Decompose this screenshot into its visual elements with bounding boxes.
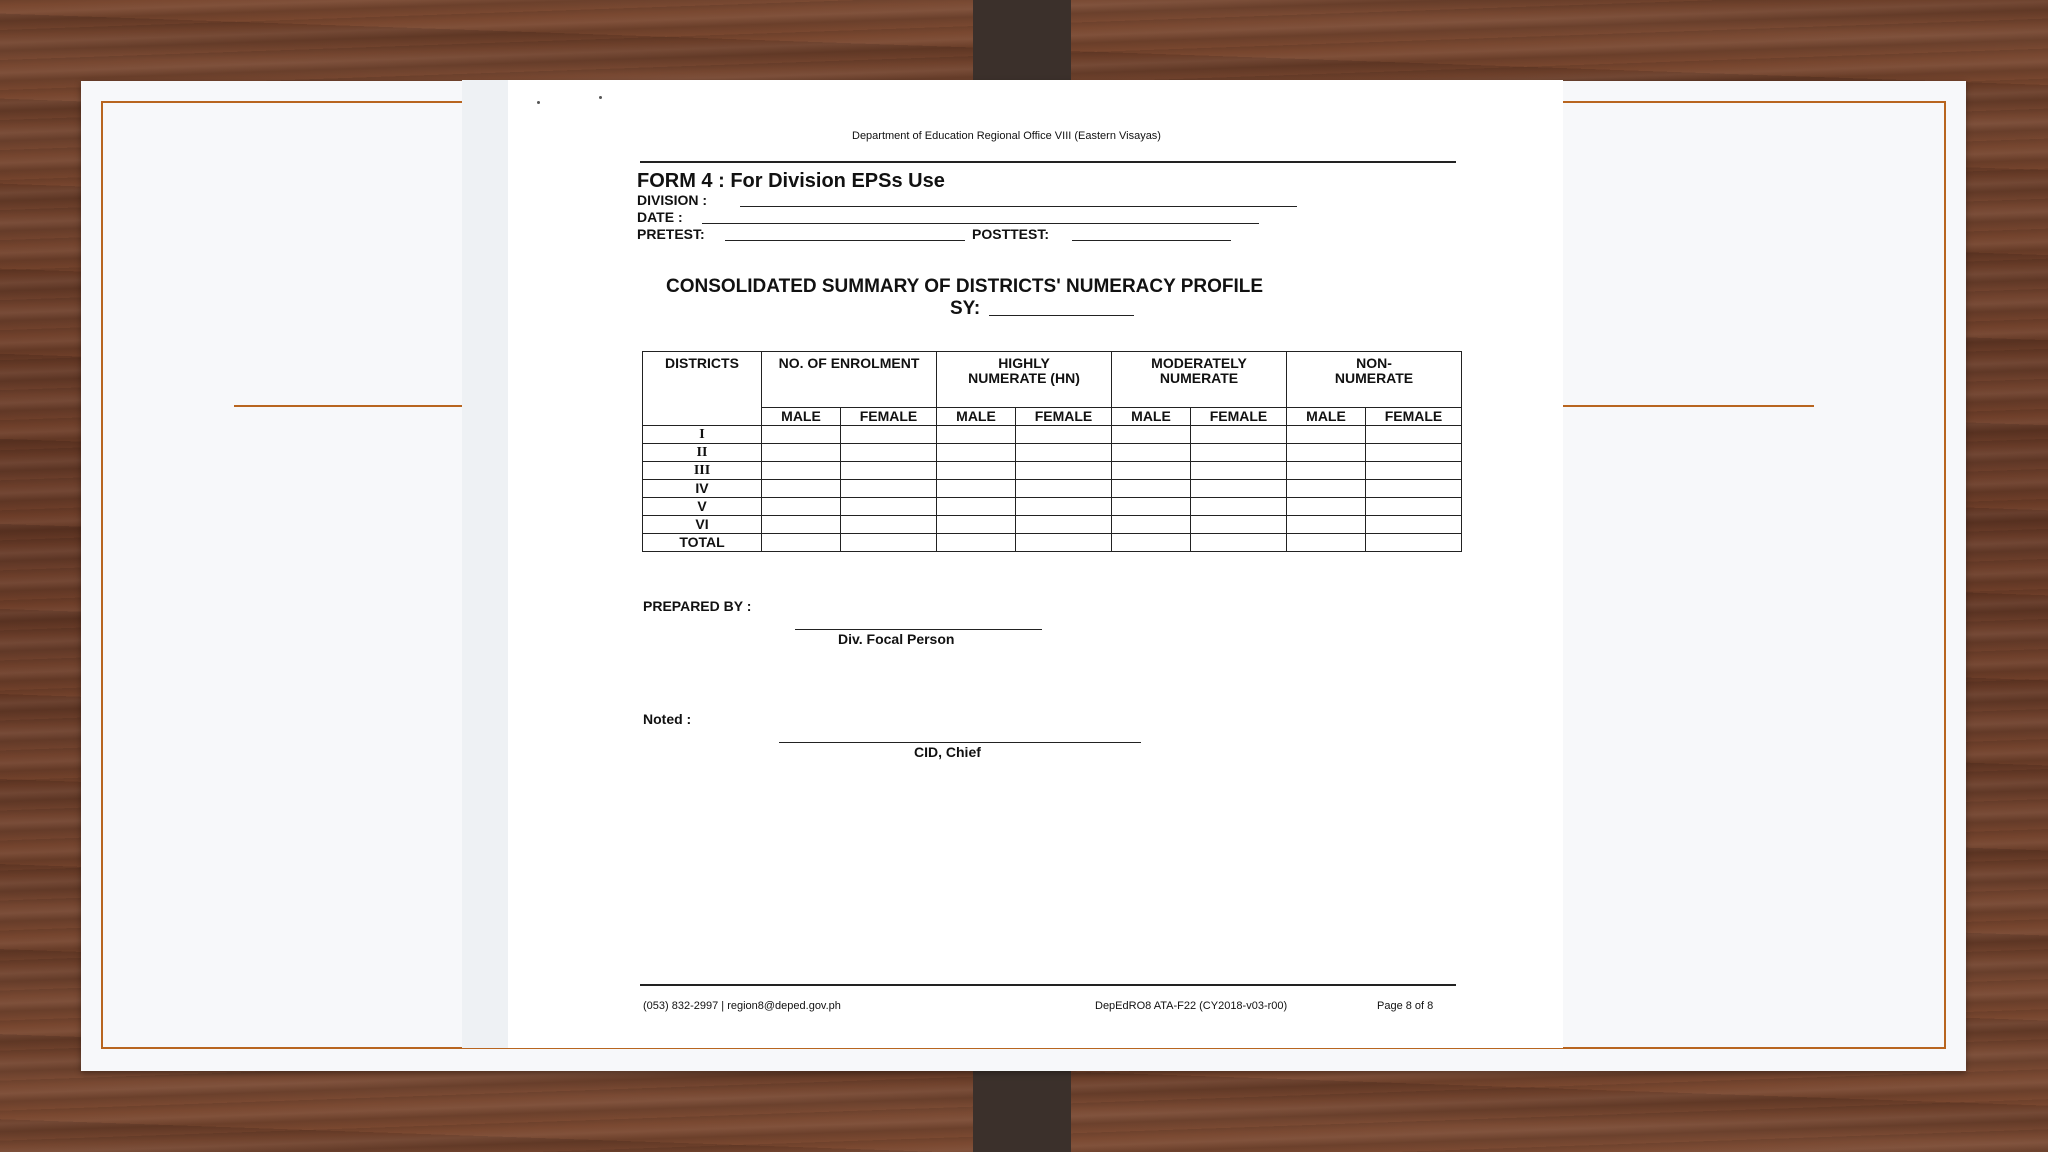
date-underline xyxy=(702,223,1259,224)
posttest-underline xyxy=(1072,240,1231,241)
footer-contact: (053) 832-2997 | region8@deped.gov.ph xyxy=(643,1000,841,1012)
district-label: II xyxy=(643,444,762,462)
female-subheader: FEMALE xyxy=(1366,408,1462,426)
table-row xyxy=(643,462,1462,480)
dark-strip-top xyxy=(973,0,1071,81)
noted-label: Noted : xyxy=(643,711,692,727)
school-year-underline xyxy=(989,315,1134,316)
male-subheader: MALE xyxy=(1287,408,1366,426)
table-row xyxy=(643,516,1462,534)
male-subheader: MALE xyxy=(937,408,1016,426)
date-label: DATE : xyxy=(637,209,683,225)
female-subheader: FEMALE xyxy=(1191,408,1287,426)
district-label: TOTAL xyxy=(643,534,762,552)
school-year-label: SY: xyxy=(950,298,981,319)
division-label: DIVISION : xyxy=(637,192,708,208)
prepared-by-label: PREPARED BY : xyxy=(643,598,752,614)
numeracy-summary-table xyxy=(642,351,1462,552)
male-subheader: MALE xyxy=(1112,408,1191,426)
form-title: FORM 4 : For Division EPSs Use xyxy=(637,170,945,192)
table-row xyxy=(643,426,1462,444)
enrolment-header: NO. OF ENROLMENT xyxy=(762,352,937,408)
scanned-document xyxy=(462,80,1563,1048)
districts-header: DISTRICTS xyxy=(643,352,762,426)
decorative-line-left xyxy=(234,405,464,407)
footer-page-number: Page 8 of 8 xyxy=(1377,1000,1434,1012)
district-label: VI xyxy=(643,516,762,534)
decorative-line-right xyxy=(1563,405,1814,407)
office-header: Department of Education Regional Office VIII (Eastern Visayas) xyxy=(852,130,1161,142)
division-underline xyxy=(740,206,1297,207)
posttest-label: POSTTEST: xyxy=(972,226,1050,242)
female-subheader: FEMALE xyxy=(841,408,937,426)
noted-role: CID, Chief xyxy=(914,744,981,760)
header-rule xyxy=(640,161,1456,163)
pretest-label: PRETEST: xyxy=(637,226,705,242)
moderately-numerate-header: MODERATELY NUMERATE xyxy=(1112,352,1287,408)
pretest-underline xyxy=(725,240,965,241)
district-label: III xyxy=(643,462,762,480)
table-row xyxy=(643,498,1462,516)
highly-numerate-header: HIGHLY NUMERATE (HN) xyxy=(937,352,1112,408)
table-row xyxy=(643,534,1462,552)
noted-signature-line xyxy=(779,742,1141,743)
district-label: IV xyxy=(643,480,762,498)
summary-title: CONSOLIDATED SUMMARY OF DISTRICTS' NUMERACY PROFILE xyxy=(666,276,1264,297)
non-numerate-header: NON-NUMERATE xyxy=(1287,352,1462,408)
footer-rule xyxy=(640,984,1456,986)
district-label: V xyxy=(643,498,762,516)
district-label: I xyxy=(643,426,762,444)
table-row xyxy=(643,480,1462,498)
prepared-by-role: Div. Focal Person xyxy=(838,631,955,647)
female-subheader: FEMALE xyxy=(1016,408,1112,426)
footer-doc-code: DepEdRO8 ATA-F22 (CY2018-v03-r00) xyxy=(1095,1000,1288,1012)
prepared-by-signature-line xyxy=(795,629,1042,630)
table-row xyxy=(643,444,1462,462)
male-subheader: MALE xyxy=(762,408,841,426)
